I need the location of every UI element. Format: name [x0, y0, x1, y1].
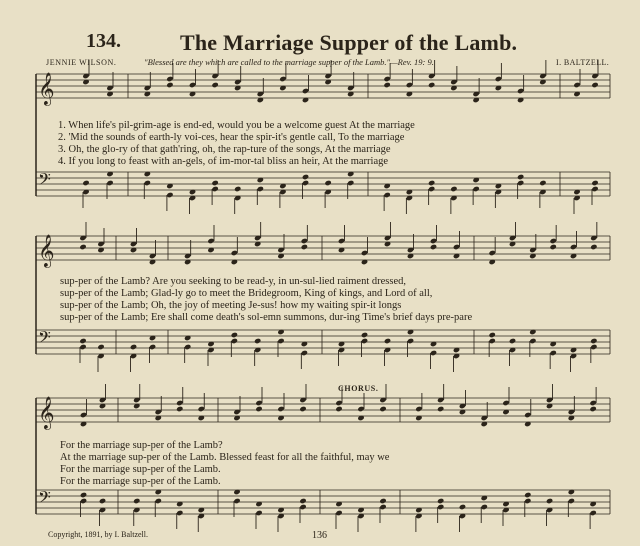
svg-text:𝄢: 𝄢: [38, 487, 51, 511]
svg-text:𝄢: 𝄢: [38, 169, 51, 193]
chorus-label: CHORUS.: [338, 384, 379, 393]
copyright-notice: Copyright, 1891, by I. Baltzell.: [48, 530, 148, 539]
svg-text:𝄞: 𝄞: [38, 396, 55, 429]
verse-3-line-2: sup-per of the Lamb; Oh, the joy of meeting Je-sus! how my waiting spir-it longs: [60, 300, 402, 311]
verse-4-line-3: For the marriage sup-per of the Lamb.: [60, 476, 221, 487]
verse-1-line-2: sup-per of the Lamb? Are you seeking to be read-y, in un-sul-lied raiment dressed,: [60, 276, 407, 287]
author-credit: JENNIE WILSON.: [46, 58, 117, 67]
verse-1-line-1: 1. When life's pil-grim-age is end-ed, would you be a welcome guest At the marriage: [58, 120, 415, 131]
verse-2-line-2: sup-per of the Lamb; Glad-ly go to meet the Bridegroom, King of kings, and Lord of all,: [60, 288, 433, 299]
page-number: 136: [312, 530, 327, 541]
hymn-number: 134.: [86, 30, 121, 52]
verse-2-line-3: At the marriage sup-per of the Lamb. Blessed feast for all the faithful, may we: [60, 452, 390, 463]
verse-1-line-3: For the marriage sup-per of the Lamb?: [60, 440, 223, 451]
hymn-title: The Marriage Supper of the Lamb.: [180, 30, 518, 55]
verse-3-line-3: For the marriage sup-per of the Lamb.: [60, 464, 221, 475]
verse-4-line-2: sup-per of the Lamb; Ere shall come death's sol-emn summons, dur-ing Time's brief days pre-pare: [60, 312, 473, 323]
verse-2-line-1: 2. 'Mid the sounds of earth-ly voi-ces, hear the spir-it's gentle call, To the marriage: [58, 132, 405, 143]
composer-credit: I. BALTZELL.: [556, 58, 610, 67]
scripture-epigraph: "Blessed are they which are called to the marriage supper of the Lamb."—Rev. 19: 9.: [144, 57, 434, 67]
verse-4-line-1: 4. If you long to feast with an-gels, of im-mor-tal bliss an heir, At the marriage: [58, 156, 389, 167]
svg-text:𝄢: 𝄢: [38, 327, 51, 351]
svg-text:𝄞: 𝄞: [38, 72, 55, 105]
verse-3-line-1: 3. Oh, the glo-ry of that gath'ring, oh, the rap-ture of the songs, At the marriage: [58, 144, 391, 155]
svg-text:𝄞: 𝄞: [38, 234, 55, 267]
